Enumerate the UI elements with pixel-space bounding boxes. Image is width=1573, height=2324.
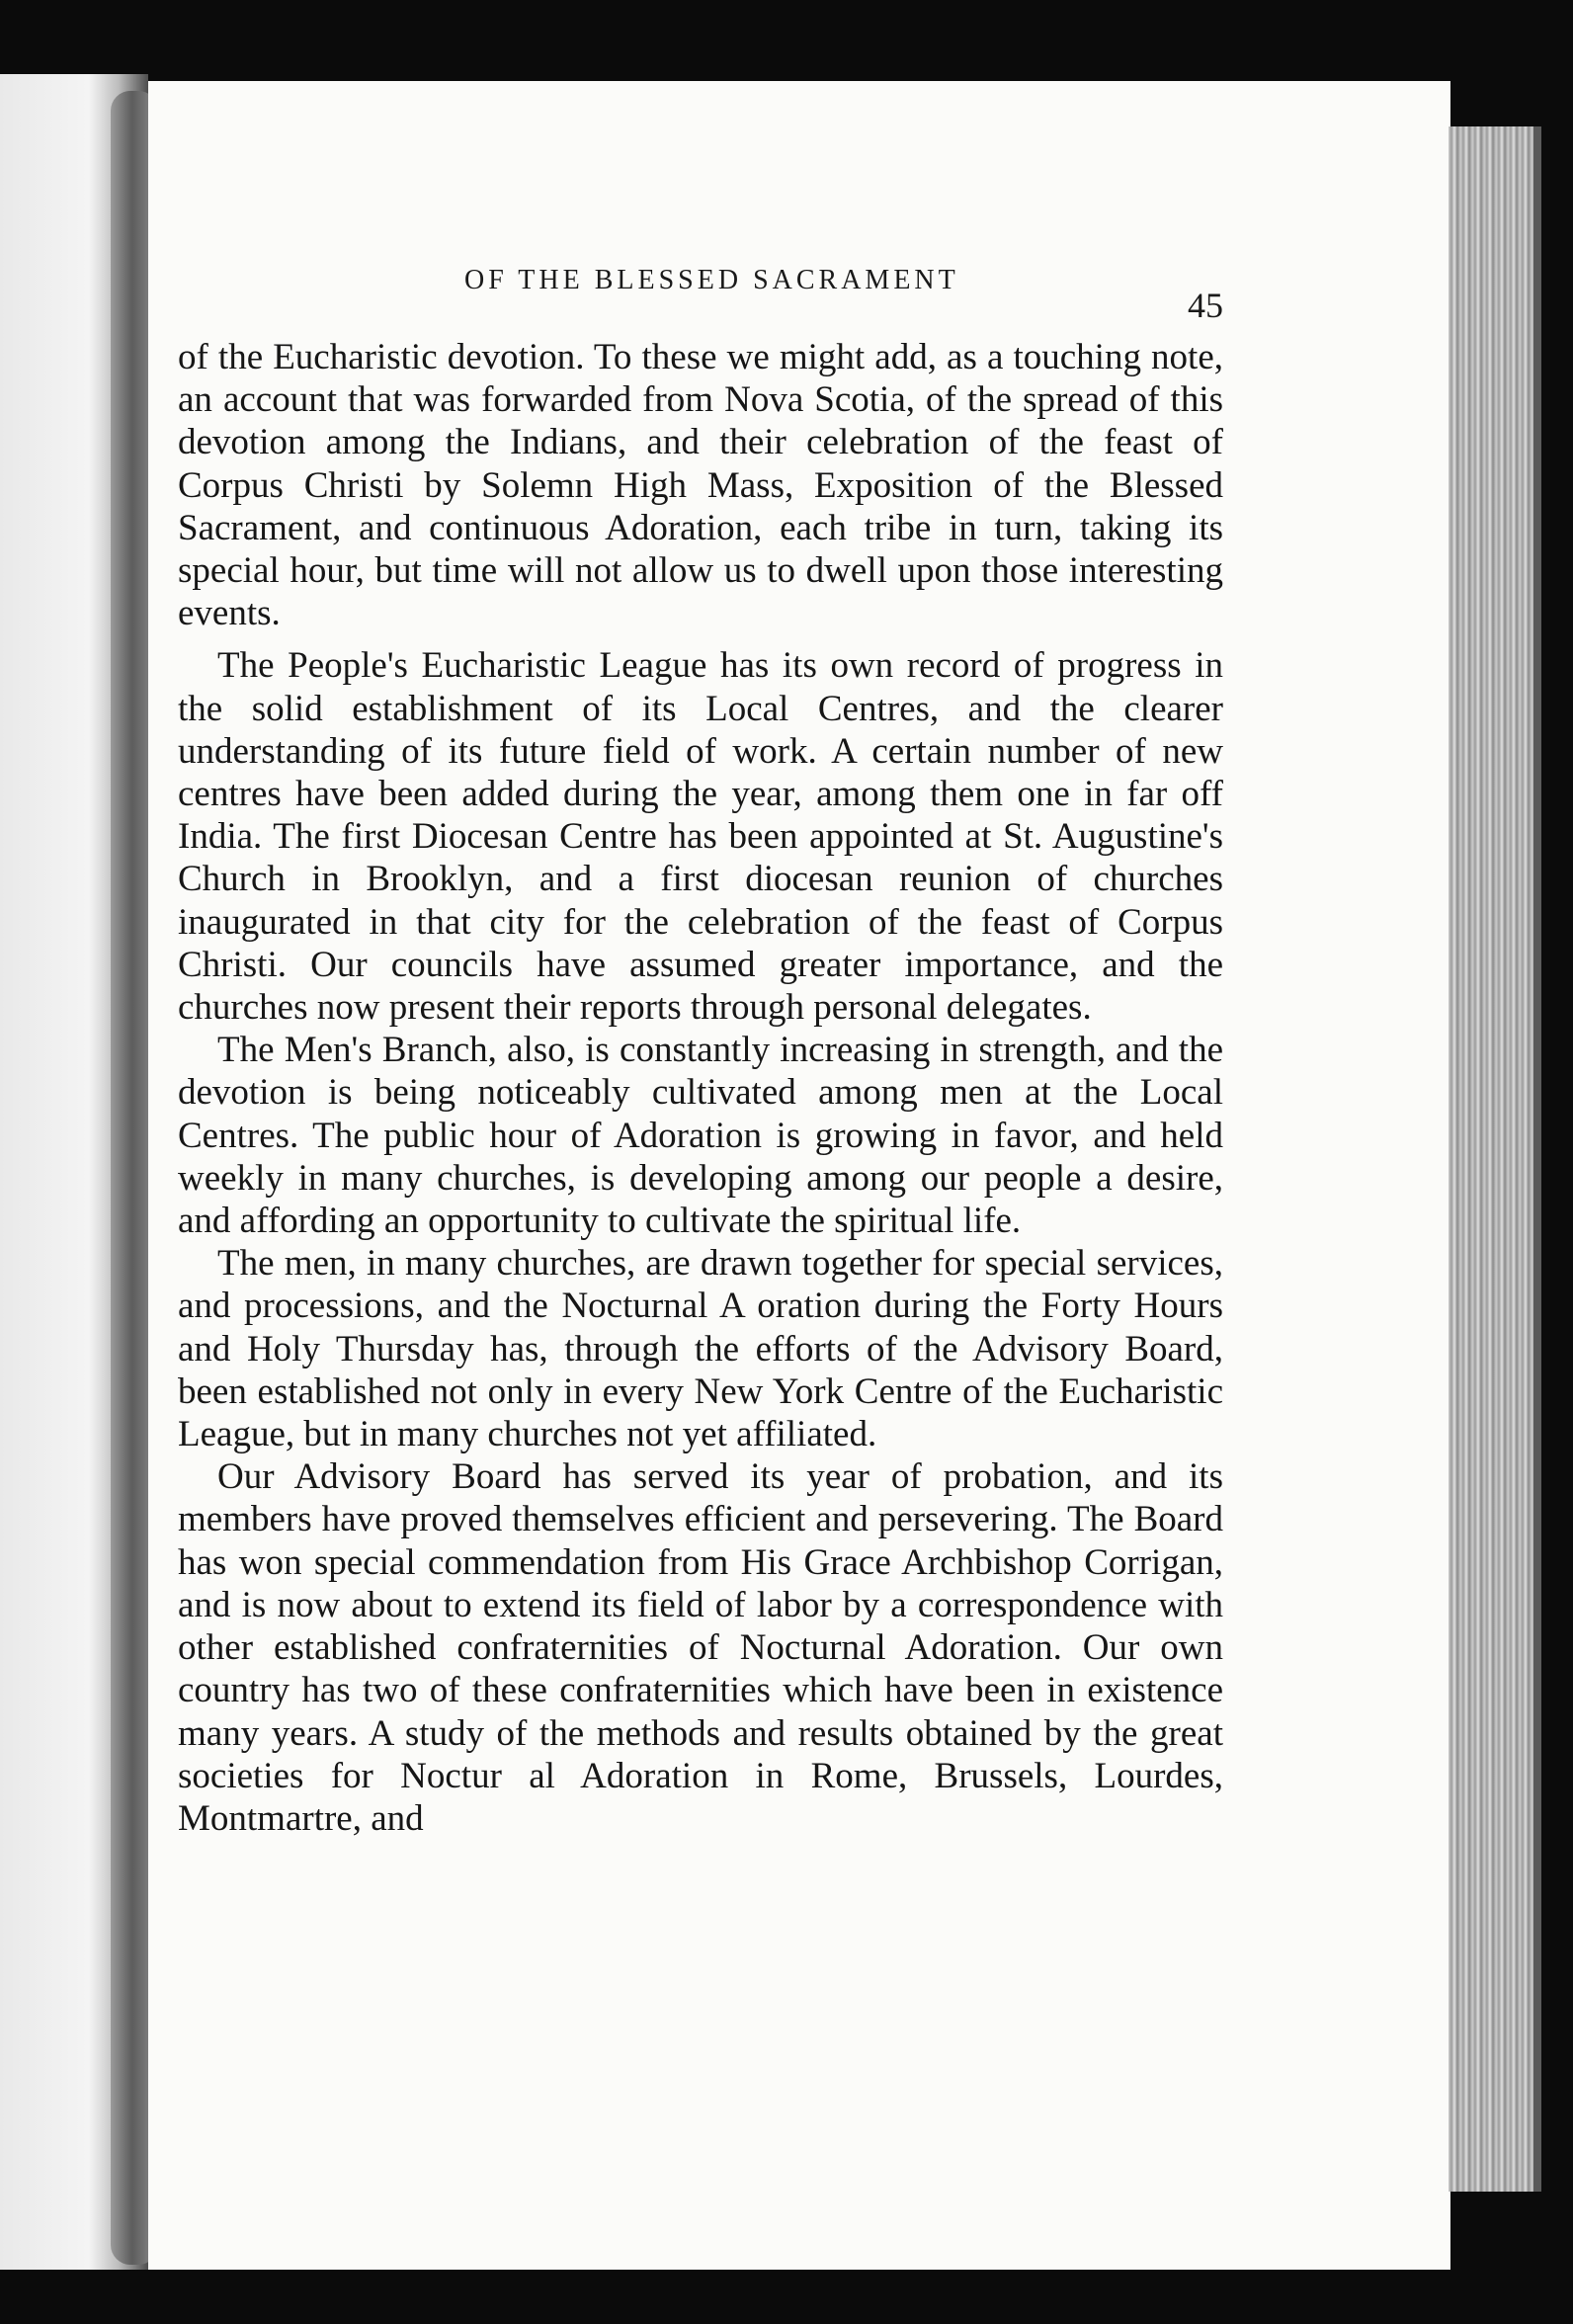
page-body-text: [178, 336, 1223, 1840]
paragraph-3: The Men's Branch, also, is constantly increasing in strength, and the devotion is being noticeably cultivated among men at the Local Centres. The public hour of Adoration is growing in favor, and held weekly in many churches, is developing among our people a desire, and affording an opportunity to cultivate the spiritual life.: [178, 1030, 1223, 1242]
page-number: 45: [1188, 286, 1223, 325]
page-fore-edge: [1449, 126, 1533, 2192]
fore-edge-shadow: [1533, 126, 1541, 2192]
paragraph-1: of the Eucharistic devotion. To these we might add, as a touching note, an account that was forwarded from Nova Scotia, of the spread of this devotion among the Indians, and their celebration of the feast of Corpus Christi by Solemn High Mass, Exposition of the Blessed Sacrament, and continuous Adoration, each tribe in turn, taking its special hour, but time will not allow us to dwell upon those interesting events.: [178, 337, 1223, 634]
paragraph-2: The People's Eucharistic League has its own record of progress in the solid establishment of its Local Centres, and the clearer understanding of its future field of work. A certain number of new centres have been added during the year, among them one in far off India. The first Diocesan Centre has been appointed at St. Augustine's Church in Brooklyn, and a first diocesan reunion of churches inaugurated in that city for the celebration of the feast of Corpus Christi. Our councils have assumed greater importance, and the churches now present their reports through personal delegates.: [178, 645, 1223, 1029]
paragraph-5: Our Advisory Board has served its year of probation, and its members have proved themselves efficient and persevering. The Board has won special commendation from His Grace Archbishop Corrigan, and is now about to extend its field of labor by a correspondence with other established confraternities of Nocturnal Adoration. Our own country has two of these confraternities which have been in existence many years. A study of the methods and results obtained by the great societies for Noctur al Adoration in Rome, Brussels, Lourdes, Montmartre, and: [178, 1456, 1223, 1839]
paragraph-4: The men, in many churches, are drawn together for special services, and processions, and the Nocturnal A oration during the Forty Hours and Holy Thursday has, through the efforts of the Advisory Board, been established not only in every New York Centre of the Eucharistic League, but in many churches not yet affiliated.: [178, 1243, 1223, 1455]
running-title: OF THE BLESSED SACRAMENT: [464, 265, 959, 295]
